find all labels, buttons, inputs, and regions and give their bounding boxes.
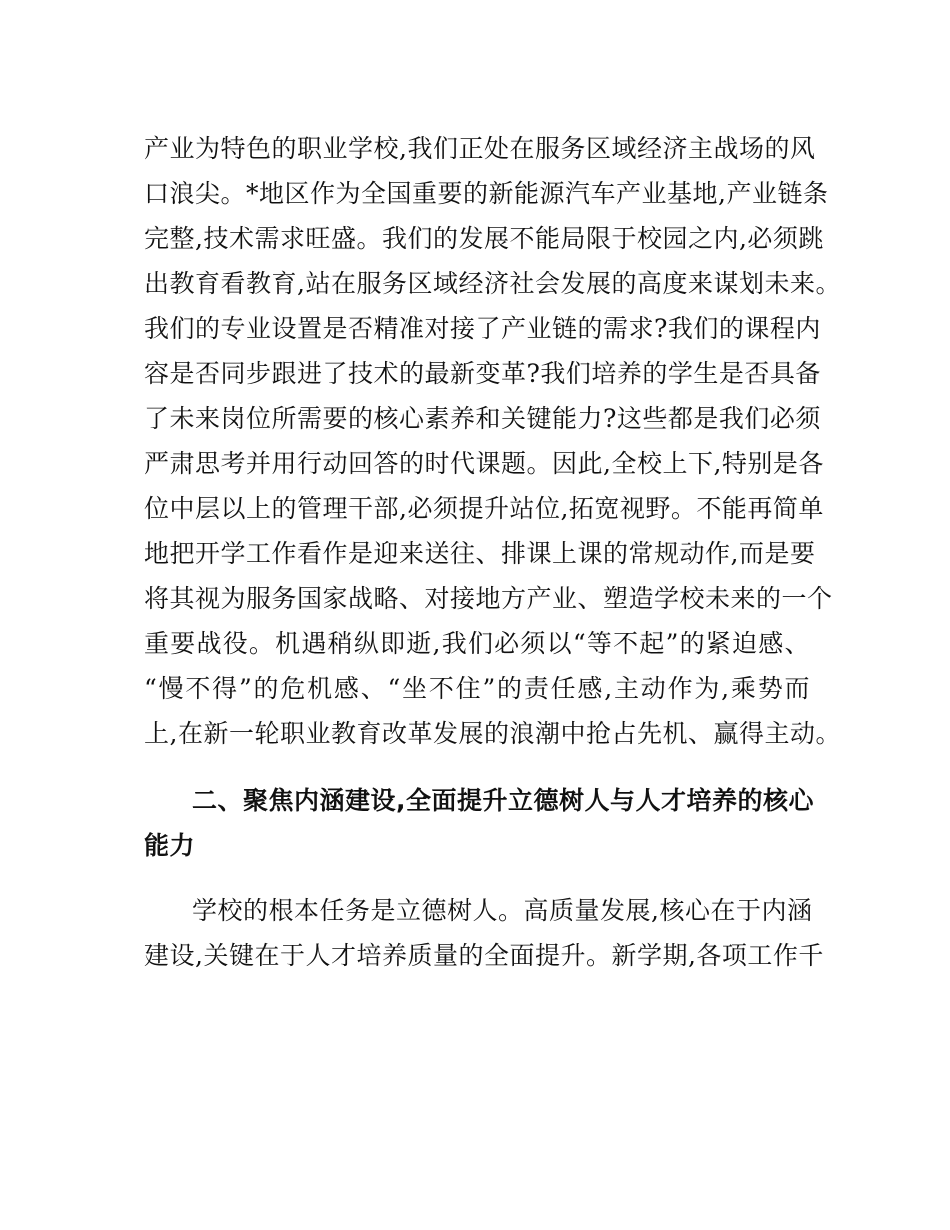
paragraph-line: 产业为特色的职业学校,我们正处在服务区域经济主战场的风 bbox=[144, 134, 816, 163]
paragraph-line: 容是否同步跟进了技术的最新变革?我们培养的学生是否具备 bbox=[144, 359, 821, 388]
spacer bbox=[144, 756, 810, 778]
paragraph-line: 位中层以上的管理干部,必须提升站位,拓宽视野。不能再简单 bbox=[144, 494, 824, 523]
spacer bbox=[144, 868, 810, 888]
paragraph-line: 了未来岗位所需要的核心素养和关键能力?这些都是我们必须 bbox=[144, 404, 821, 433]
heading-line: 能力 bbox=[144, 831, 196, 860]
paragraph-line: 上,在新一轮职业教育改革发展的浪潮中抢占先机、赢得主动。 bbox=[144, 719, 841, 748]
paragraph-2 bbox=[144, 888, 824, 978]
paragraph-line: 重要战役。机遇稍纵即逝,我们必须以“等不起”的紧迫感、 bbox=[144, 629, 810, 658]
paragraph-line: “慢不得”的危机感、“坐不住”的责任感,主动作为,乘势而 bbox=[144, 674, 810, 703]
paragraph-line: 出教育看教育,站在服务区域经济社会发展的高度来谋划未来。 bbox=[144, 269, 841, 298]
document-body bbox=[144, 126, 841, 978]
paragraph-line: 建设,关键在于人才培养质量的全面提升。新学期,各项工作千 bbox=[144, 941, 824, 970]
paragraph-1 bbox=[144, 126, 841, 756]
paragraph-line: 地把开学工作看作是迎来送往、排课上课的常规动作,而是要 bbox=[144, 539, 816, 568]
paragraph-line: 将其视为服务国家战略、对接地方产业、塑造学校未来的一个 bbox=[144, 584, 833, 613]
paragraph-line: 学校的根本任务是立德树人。高质量发展,核心在于内涵 bbox=[192, 896, 813, 925]
paragraph-line: 严肃思考并用行动回答的时代课题。因此,全校上下,特别是各 bbox=[144, 449, 824, 478]
paragraph-line: 口浪尖。*地区作为全国重要的新能源汽车产业基地,产业链条 bbox=[144, 179, 829, 208]
paragraph-line: 完整,技术需求旺盛。我们的发展不能局限于校园之内,必须跳 bbox=[144, 224, 824, 253]
paragraph-line: 我们的专业设置是否精准对接了产业链的需求?我们的课程内 bbox=[144, 314, 821, 343]
section-heading bbox=[144, 778, 814, 868]
heading-line: 二、聚焦内涵建设,全面提升立德树人与人才培养的核心 bbox=[192, 786, 814, 815]
